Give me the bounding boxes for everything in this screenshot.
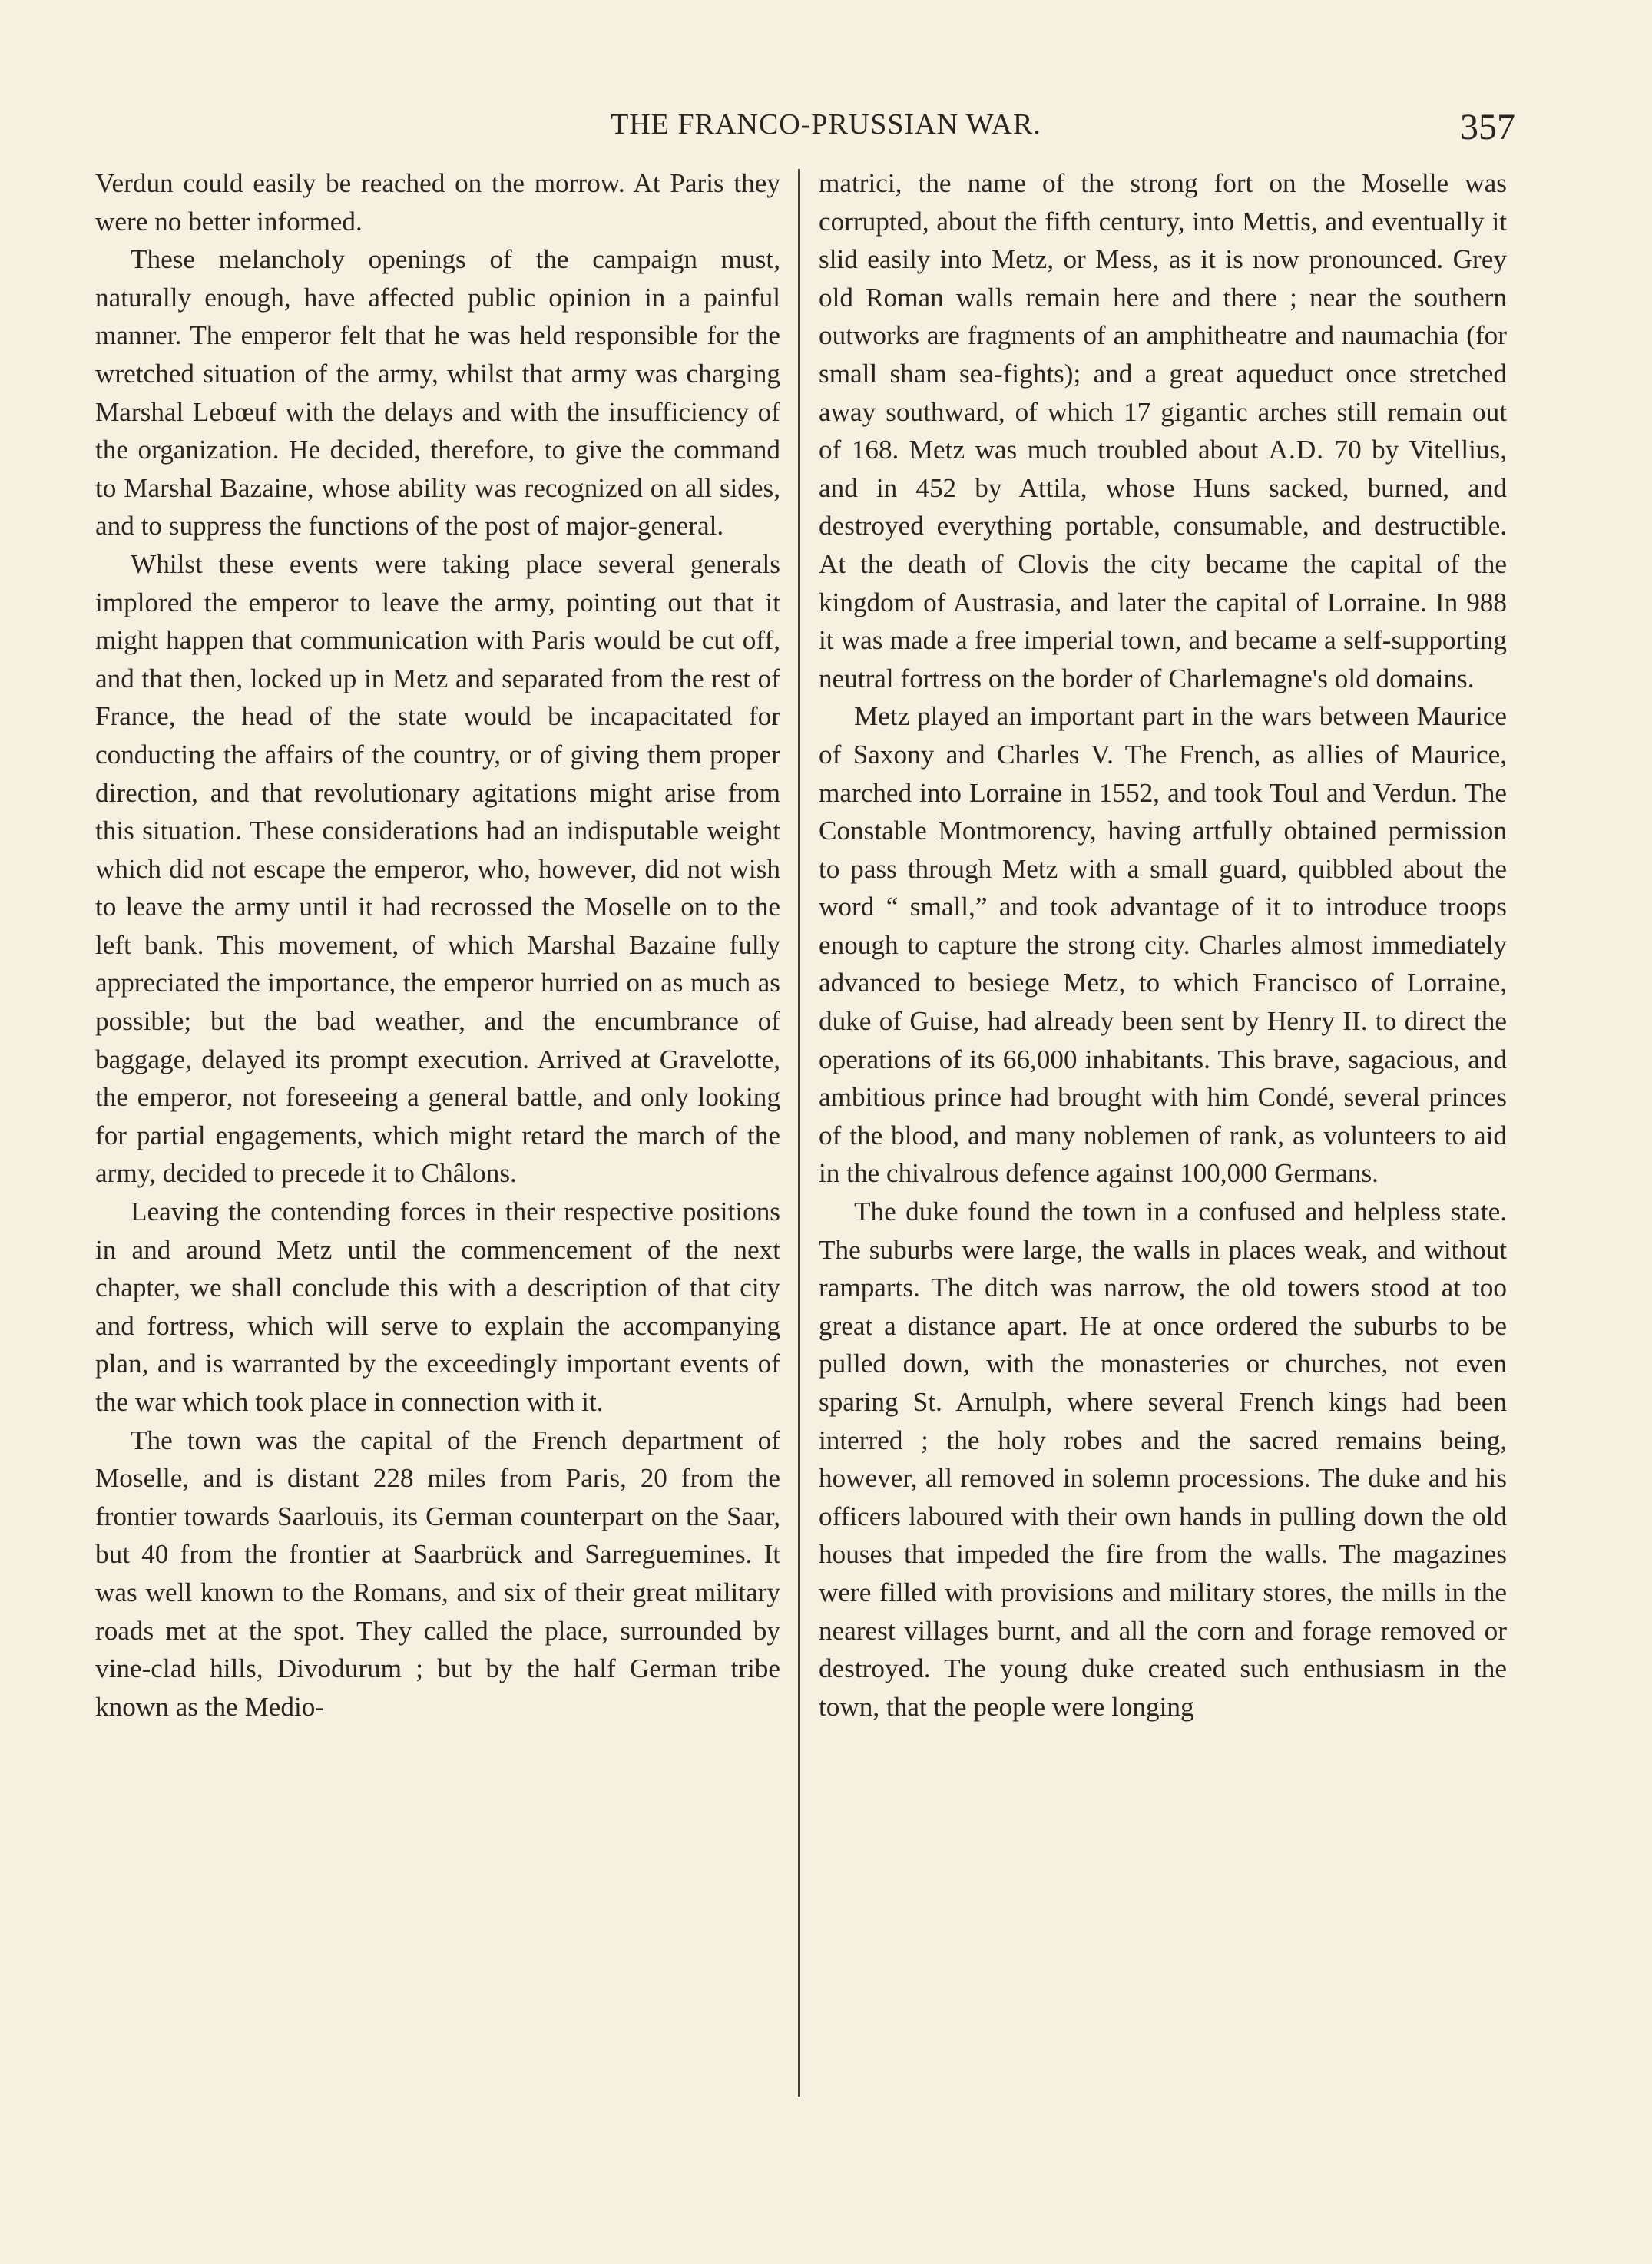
right-paragraph-1-part-b: 70 by Vitellius, and in 452 by Attila, whose Huns sacked, burned, and destroyed everything portable, consumable, and destructible. At the death of Clovis the city became the capital of the kingdom of Austrasia, and later the capital of Lorraine. In 988 it was made a free imperial town, and became a self-supporting neutral fortress on the border of Charlemagne's old domains. — [819, 435, 1508, 693]
running-title: THE FRANCO-PRUSSIAN WAR. — [611, 108, 1041, 141]
left-paragraph-5: The town was the capital of the French department of Moselle, and is distant 228 miles from Paris, 20 from the frontier towards Saarlouis, its German counterpart on the Saar, but 40 from the frontier at Saarbrück and Sarreguemines. It was well known to the Romans, and six of their great military roads met at the spot. They called the place, surrounded by vine-clad hills, Divodurum ; but by the half German tribe known as the Medio- — [95, 1425, 780, 1722]
right-paragraph-2: Metz played an important part in the wars between Maurice of Saxony and Charles V. The French, as allies of Maurice, marched into Lorraine in 1552, and took Toul and Verdun. The Constable Montmorency, having artfully obtained permission to pass through Metz with a small guard, quibbled about the word “ small,” and took advantage of it to introduce troops enough to capture the strong city. Charles almost immediately advanced to besiege Metz, to which Francisco of Lorraine, duke of Guise, had already been sent by Henry II. to direct the operations of its 66,000 inhabitants. This brave, sagacious, and ambitious prince had brought with him Condé, several princes of the blood, and many noblemen of rank, as volunteers to aid in the chivalrous defence against 100,000 Germans. — [819, 701, 1507, 1189]
right-column — [819, 164, 1507, 1726]
page-number: 357 — [1460, 107, 1515, 147]
page-header — [0, 108, 1652, 154]
right-paragraph-1-part-a: matrici, the name of the strong fort on the Moselle was corrupted, about the fifth century, into Mettis, and eventually it slid easily into Metz, or Mess, as it is now pronounced. Grey old Roman walls remain here and there ; near the southern outworks are fragments of an amphitheatre and naumachia (for small sham sea-fights); and a great aqueduct once stretched away southward, of which 17 gigantic arches still remain out of 168. Metz was much troubled about — [819, 168, 1507, 465]
column-divider — [798, 169, 800, 2097]
era-abbreviation: A.D. — [1268, 435, 1325, 465]
left-paragraph-4: Leaving the contending forces in their respective positions in and around Metz until the commencement of the next chapter, we shall conclude this with a description of that city and fortress, which will serve to explain the accompanying plan, and is warranted by the exceedingly important events of the war which took place in connection with it. — [95, 1197, 780, 1417]
right-paragraph-1 — [819, 164, 1507, 697]
left-paragraph-3: Whilst these events were taking place several generals implored the emperor to leave the army, pointing out that it might happen that communication with Paris would be cut off, and that then, locked up in Metz and separated from the rest of France, the head of the state would be incapacitated for conducting the affairs of the country, or of giving them proper direction, and that revolutionary agitations might arise from this situation. These considerations had an indisputable weight which did not escape the emperor, who, however, did not wish to leave the army until it had recrossed the Moselle on to the left bank. This movement, of which Marshal Bazaine fully appreciated the importance, the emperor hurried on as much as possible; but the bad weather, and the encumbrance of baggage, delayed its prompt execution. Arrived at Gravelotte, the emperor, not foreseeing a general battle, and only looking for partial engagements, which might retard the march of the army, decided to precede it to Châlons. — [95, 548, 780, 1189]
right-paragraph-3: The duke found the town in a confused and helpless state. The suburbs were large, the walls in places weak, and without ramparts. The ditch was narrow, the old towers stood at too great a distance apart. He at once ordered the suburbs to be pulled down, with the monasteries or churches, not even sparing St. Arnulph, where several French kings had been interred ; the holy robes and the sacred remains being, however, all removed in solemn processions. The duke and his officers laboured with their own hands in pulling down the old houses that impeded the fire from the walls. The magazines were filled with provisions and military stores, the mills in the nearest villages burnt, and all the corn and forage removed or destroyed. The young duke created such enthusiasm in the town, that the people were longing — [819, 1197, 1507, 1722]
left-paragraph-1: Verdun could easily be reached on the morrow. At Paris they were no better informed. — [95, 168, 780, 237]
left-paragraph-2: These melancholy openings of the campaign must, naturally enough, have affected public opinion in a painful manner. The emperor felt that he was held responsible for the wretched situation of the army, whilst that army was charging Marshal Lebœuf with the delays and with the insufficiency of the organization. He decided, therefore, to give the command to Marshal Bazaine, whose ability was recognized on all sides, and to suppress the functions of the post of major-general. — [95, 244, 780, 541]
left-column — [95, 164, 780, 1726]
